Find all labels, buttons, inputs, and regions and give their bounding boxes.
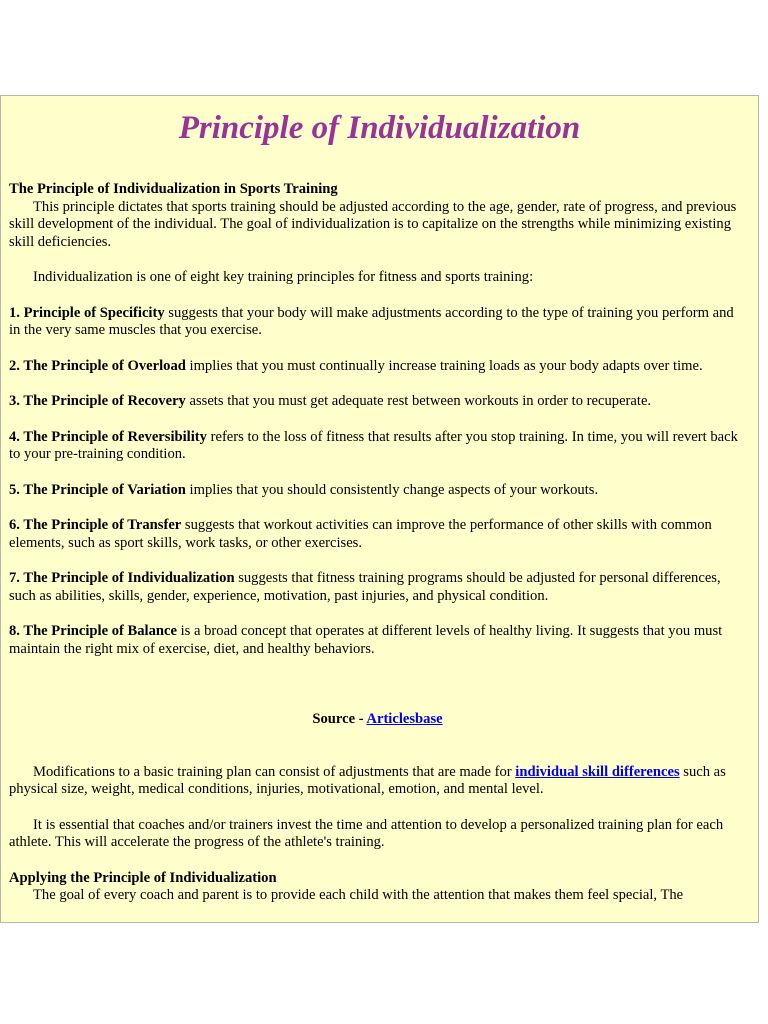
principle-text: assets that you must get adequate rest between workouts in order to recuperate.	[185, 393, 652, 409]
source-label: Source -	[312, 711, 367, 727]
principle-item	[9, 623, 746, 658]
essential-paragraph	[9, 817, 746, 852]
section-body-text: The goal of every coach and parent is to provide each child with the attention that makes them feel special, The	[33, 887, 684, 903]
page-title: Principle of Individualization	[178, 110, 581, 146]
modifications-paragraph	[9, 764, 746, 799]
principle-label: 6. The Principle of Transfer	[9, 517, 182, 533]
section-heading	[9, 181, 746, 199]
principle-text: is a broad concept that operates at different levels of healthy living. It suggests that you must maintain the right mix of exercise, diet, and healthy behaviors.	[9, 623, 723, 657]
principle-text: implies that you should consistently change aspects of your workouts.	[185, 481, 599, 498]
principle-item	[9, 358, 746, 376]
principle-text: suggests that your body will make adjustments according to the type of training you perform and in the very same muscles that you exercise.	[9, 304, 734, 338]
principle-label: 7. The Principle of Individualization	[9, 570, 235, 586]
source-line	[9, 711, 746, 729]
section-paragraph	[9, 199, 746, 252]
principle-text: implies that you must continually increase training loads as your body adapts over time.	[185, 357, 703, 374]
individual-skill-differences-link[interactable]: individual skill differences	[515, 763, 680, 780]
principle-label: 3. The Principle of Recovery	[9, 393, 186, 409]
principle-text: refers to the loss of fitness that results after you stop training. In time, you will revert back to your pre-training condition.	[9, 428, 738, 462]
modifications-text-before: Modifications to a basic training plan can consist of adjustments that are made for	[33, 763, 516, 780]
principle-label: 8. The Principle of Balance	[9, 623, 177, 639]
principle-item	[9, 517, 746, 552]
section-heading-text: The Principle of Individualization in Sports Training	[9, 181, 338, 197]
section-heading	[9, 870, 746, 888]
intro-paragraph	[9, 269, 746, 287]
principle-text: suggests that workout activities can improve the performance of other skills with common elements, such as sport skills, work tasks, or other exercises.	[9, 517, 712, 551]
principle-item	[9, 429, 746, 464]
principle-item	[9, 570, 746, 605]
principle-text: suggests that fitness training programs should be adjusted for personal differences, such as abilities, skills, gender, experience, motivation, past injuries, and physical condition.	[9, 570, 721, 604]
essential-text: It is essential that coaches and/or trainers invest the time and attention to develop a personalized training plan for each athlete. This will accelerate the progress of the athlete's training.	[9, 816, 724, 850]
articlesbase-link[interactable]: Articlesbase	[366, 711, 443, 727]
principle-label: 2. The Principle of Overload	[9, 357, 186, 374]
principle-item	[9, 305, 746, 340]
principle-label: 5. The Principle of Variation	[9, 481, 186, 498]
section-body-text: This principle dictates that sports training should be adjusted according to the age, gender, rate of progress, and previous skill development of the individual. The goal of individualization is to capitalize on the strengths while minimizing existing skill deficiencies.	[9, 198, 737, 250]
article-content	[9, 181, 746, 905]
section-paragraph	[9, 887, 746, 905]
principle-item	[9, 393, 746, 411]
principle-label: 1. Principle of Specificity	[9, 304, 165, 321]
intro-text: Individualization is one of eight key training principles for fitness and sports training:	[33, 269, 534, 285]
section-heading-text: Applying the Principle of Individualization	[9, 869, 277, 886]
article-panel	[0, 95, 759, 923]
modifications-text-after: such as physical size, weight, medical conditions, injuries, motivational, emotion, and mental level.	[9, 763, 726, 797]
principle-label: 4. The Principle of Reversibility	[9, 428, 207, 445]
principle-item	[9, 482, 746, 500]
